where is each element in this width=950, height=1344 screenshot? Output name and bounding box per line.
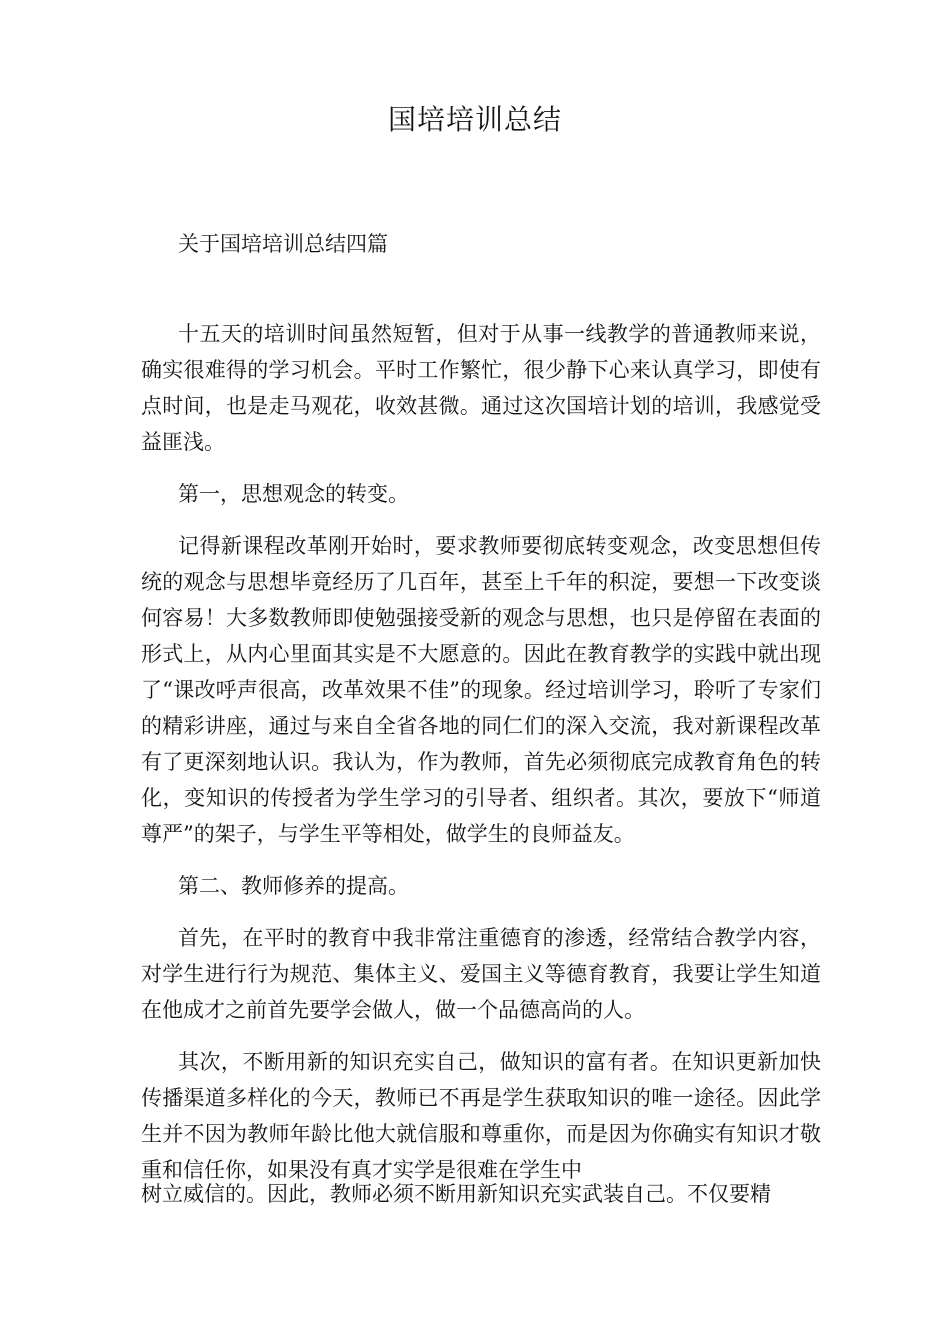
document-subtitle: 关于国培培训总结四篇 xyxy=(178,232,388,256)
paragraph-knowledge-update: 其次，不断用新的知识充实自己，做知识的富有者。在知识更新加快传播渠道多样化的今天，教师已不再是学生获取知识的唯一途径。因此学生并不因为教师年龄比他大就信服和尊重你，而是因为你确实有知识才敬重和信任你，如果没有真才实学是很难在学生中 xyxy=(141,1050,821,1182)
paragraph-intro: 十五天的培训时间虽然短暂，但对于从事一线教学的普通教师来说，确实很难得的学习机会。平时工作繁忙，很少静下心来认真学习，即使有点时间，也是走马观花，收效甚微。通过这次国培计划的培训，我感觉受益匪浅。 xyxy=(141,322,821,454)
paragraph-moral-education: 首先，在平时的教育中我非常注重德育的渗透，经常结合教学内容，对学生进行行为规范、集体主义、爱国主义等德育教育，我要让学生知道在他成才之前首先要学会做人，做一个品德高尚的人。 xyxy=(141,926,821,1022)
document-title: 国培培训总结 xyxy=(387,103,562,136)
section-heading-second: 第二、教师修养的提高。 xyxy=(178,874,409,898)
paragraph-continuation: 树立威信的。因此，教师必须不断用新知识充实武装自己。不仅要精 xyxy=(141,1182,771,1206)
section-heading-first: 第一，思想观念的转变。 xyxy=(178,482,409,506)
document-body xyxy=(141,316,821,1188)
paragraph-concept-change: 记得新课程改革刚开始时，要求教师要彻底转变观念，改变思想但传统的观念与思想毕竟经历了几百年，甚至上千年的积淀，要想一下改变谈何容易！大多数教师即使勉强接受新的观念与思想，也只是停留在表面的形式上，从内心里面其实是不大愿意的。因此在教育教学的实践中就出现了“课改呼声很高，改革效果不佳”的现象。经过培训学习，聆听了专家们的精彩讲座，通过与来自全省各地的同仁们的深入交流，我对新课程改革有了更深刻地认识。我认为，作为教师，首先必须彻底完成教育角色的转化，变知识的传授者为学生学习的引导者、组织者。其次，要放下“师道尊严”的架子，与学生平等相处，做学生的良师益友。 xyxy=(141,534,821,846)
